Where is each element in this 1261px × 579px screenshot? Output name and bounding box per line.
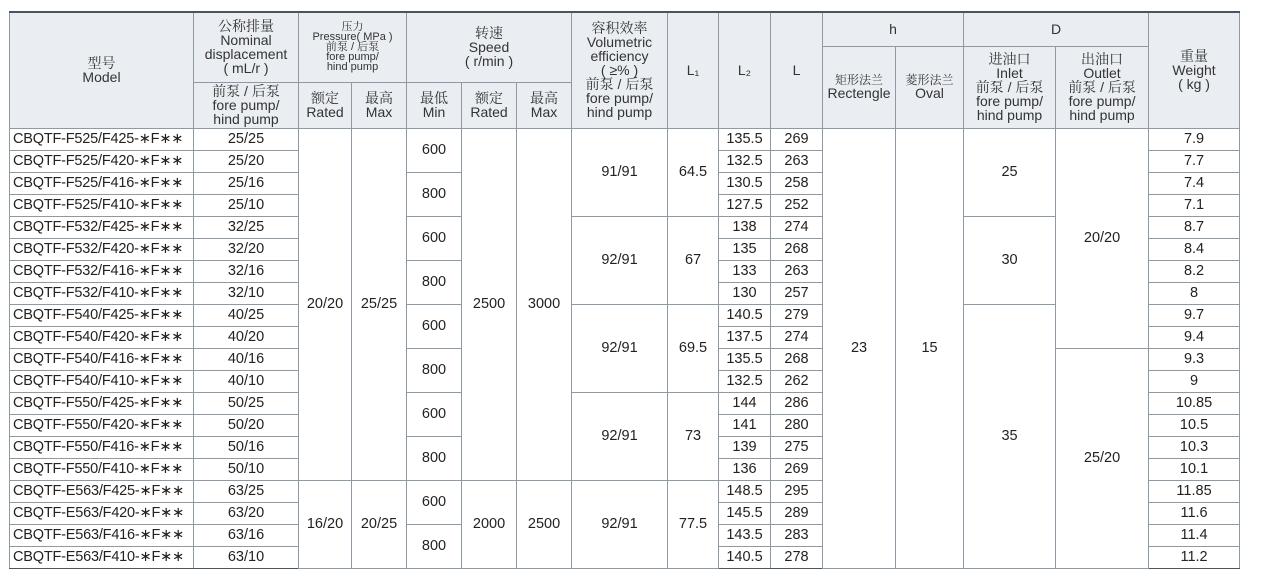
header-pressure-rated-en: Rated bbox=[306, 104, 344, 120]
l1-cell: 69.5 bbox=[668, 304, 719, 392]
speed-min-cell: 800 bbox=[407, 436, 462, 480]
header-h-oval-en: Oval bbox=[915, 84, 944, 101]
header-h-oval-cn: 菱形法兰 bbox=[905, 72, 954, 87]
displacement-cell: 25/10 bbox=[194, 194, 299, 216]
spec-table-body bbox=[10, 128, 1240, 568]
speed-min-cell: 600 bbox=[407, 304, 462, 348]
header-efficiency-sub-en2: hind pump bbox=[586, 104, 653, 121]
header-efficiency-sub-cn: 前泵 / 后泵 bbox=[585, 76, 654, 93]
l-cell: 279 bbox=[771, 304, 823, 326]
weight-cell: 9.3 bbox=[1149, 348, 1240, 370]
speed-min-cell: 800 bbox=[407, 524, 462, 568]
header-displacement-sub-en2: hind pump bbox=[213, 111, 279, 127]
l2-cell: 143.5 bbox=[719, 524, 771, 546]
header-d-inlet-sub-en2: hind pump bbox=[976, 107, 1043, 123]
l-cell: 280 bbox=[771, 414, 823, 436]
speed-max-cell: 2500 bbox=[517, 480, 572, 568]
spec-table-container bbox=[9, 11, 1239, 569]
table-row bbox=[10, 304, 1240, 326]
model-cell: CBQTF-F540/F416-∗F∗∗ bbox=[10, 348, 194, 370]
model-cell: CBQTF-F532/F425-∗F∗∗ bbox=[10, 216, 194, 238]
header-pressure-sub-en2: hind pump bbox=[326, 61, 379, 74]
weight-cell: 8 bbox=[1149, 282, 1240, 304]
speed-min-cell: 600 bbox=[407, 216, 462, 260]
header-d-inlet-sub-en1: fore pump/ bbox=[976, 93, 1043, 109]
header-displacement-en1: Nominal bbox=[220, 32, 272, 49]
l-cell: 268 bbox=[771, 348, 823, 370]
model-cell: CBQTF-F540/F425-∗F∗∗ bbox=[10, 304, 194, 326]
l2-cell: 145.5 bbox=[719, 502, 771, 524]
l2-cell: 132.5 bbox=[719, 150, 771, 172]
displacement-cell: 32/25 bbox=[194, 216, 299, 238]
l1-cell: 64.5 bbox=[668, 128, 719, 216]
displacement-cell: 50/20 bbox=[194, 414, 299, 436]
l1-cell: 73 bbox=[668, 392, 719, 480]
weight-cell: 10.1 bbox=[1149, 458, 1240, 480]
model-cell: CBQTF-F525/F416-∗F∗∗ bbox=[10, 172, 194, 194]
model-cell: CBQTF-E563/F410-∗F∗∗ bbox=[10, 546, 194, 568]
header-d-outlet bbox=[1056, 46, 1149, 128]
speed-min-cell: 600 bbox=[407, 392, 462, 436]
header-d-inlet-cn: 进油口 bbox=[988, 51, 1031, 67]
weight-cell: 9 bbox=[1149, 370, 1240, 392]
header-pressure bbox=[299, 12, 407, 82]
efficiency-cell: 92/91 bbox=[572, 216, 668, 304]
model-cell: CBQTF-E563/F425-∗F∗∗ bbox=[10, 480, 194, 502]
header-d-outlet-sub-cn: 前泵 / 后泵 bbox=[1068, 79, 1136, 95]
header-speed-min-en: Min bbox=[422, 104, 446, 120]
speed-min-cell: 800 bbox=[407, 348, 462, 392]
displacement-cell: 50/10 bbox=[194, 458, 299, 480]
header-weight-en: Weight bbox=[1172, 62, 1216, 79]
displacement-cell: 25/16 bbox=[194, 172, 299, 194]
model-cell: CBQTF-F550/F425-∗F∗∗ bbox=[10, 392, 194, 414]
l2-cell: 135.5 bbox=[719, 348, 771, 370]
header-pressure-max bbox=[352, 82, 407, 128]
l2-cell: 127.5 bbox=[719, 194, 771, 216]
l-cell: 274 bbox=[771, 326, 823, 348]
header-speed-max-en: Max bbox=[530, 104, 558, 120]
l2-cell: 132.5 bbox=[719, 370, 771, 392]
header-displacement-unit: ( mL/r ) bbox=[223, 60, 269, 77]
displacement-cell: 40/10 bbox=[194, 370, 299, 392]
header-h-oval bbox=[896, 46, 964, 128]
displacement-cell: 63/16 bbox=[194, 524, 299, 546]
header-h-rect-cn: 矩形法兰 bbox=[835, 72, 884, 87]
displacement-cell: 63/25 bbox=[194, 480, 299, 502]
header-d-inlet-en: Inlet bbox=[996, 65, 1023, 81]
header-efficiency-en1: Volumetric bbox=[586, 34, 653, 51]
header-displacement-cn: 公称排量 bbox=[218, 18, 274, 35]
weight-cell: 7.7 bbox=[1149, 150, 1240, 172]
speed-rated-cell: 2500 bbox=[462, 128, 517, 480]
model-cell: CBQTF-E563/F416-∗F∗∗ bbox=[10, 524, 194, 546]
h-rect-cell: 23 bbox=[823, 128, 896, 568]
efficiency-cell: 92/91 bbox=[572, 304, 668, 392]
l2-cell: 148.5 bbox=[719, 480, 771, 502]
header-speed-max bbox=[517, 82, 572, 128]
displacement-cell: 63/20 bbox=[194, 502, 299, 524]
header-speed-min bbox=[407, 82, 462, 128]
header-d-outlet-sub-en2: hind pump bbox=[1069, 107, 1135, 123]
header-pressure-sub-en1: fore pump/ bbox=[326, 51, 379, 64]
speed-min-cell: 800 bbox=[407, 260, 462, 304]
header-speed-rated bbox=[462, 82, 517, 128]
header-d-inlet-sub-cn: 前泵 / 后泵 bbox=[975, 79, 1044, 95]
header-speed-rated-en: Rated bbox=[470, 104, 508, 120]
displacement-cell: 25/25 bbox=[194, 128, 299, 150]
l-cell: 252 bbox=[771, 194, 823, 216]
weight-cell: 10.85 bbox=[1149, 392, 1240, 414]
l2-cell: 135.5 bbox=[719, 128, 771, 150]
displacement-cell: 40/25 bbox=[194, 304, 299, 326]
efficiency-cell: 92/91 bbox=[572, 480, 668, 568]
model-cell: CBQTF-F532/F420-∗F∗∗ bbox=[10, 238, 194, 260]
l2-cell: 140.5 bbox=[719, 304, 771, 326]
displacement-cell: 40/20 bbox=[194, 326, 299, 348]
header-model-cn: 型号 bbox=[87, 55, 116, 72]
l-cell: 269 bbox=[771, 128, 823, 150]
model-cell: CBQTF-F525/F425-∗F∗∗ bbox=[10, 128, 194, 150]
l2-cell: 130 bbox=[719, 282, 771, 304]
header-speed-rated-cn: 额定 bbox=[475, 90, 504, 106]
l2-cell: 137.5 bbox=[719, 326, 771, 348]
model-cell: CBQTF-F540/F420-∗F∗∗ bbox=[10, 326, 194, 348]
l2-cell: 141 bbox=[719, 414, 771, 436]
header-speed-max-cn: 最高 bbox=[530, 90, 559, 106]
outlet-cell: 20/20 bbox=[1056, 128, 1149, 348]
l2-cell: 136 bbox=[719, 458, 771, 480]
header-pressure-max-cn: 最高 bbox=[365, 90, 393, 106]
l-cell: 258 bbox=[771, 172, 823, 194]
header-displacement-sub-cn: 前泵 / 后泵 bbox=[212, 83, 280, 99]
header-d-outlet-sub-en1: fore pump/ bbox=[1068, 93, 1136, 109]
speed-min-cell: 800 bbox=[407, 172, 462, 216]
pressure-rated-cell: 16/20 bbox=[299, 480, 352, 568]
pressure-max-cell: 20/25 bbox=[352, 480, 407, 568]
l2-cell: 144 bbox=[719, 392, 771, 414]
l-cell: 263 bbox=[771, 260, 823, 282]
h-oval-cell: 15 bbox=[896, 128, 964, 568]
weight-cell: 8.4 bbox=[1149, 238, 1240, 260]
model-cell: CBQTF-F550/F420-∗F∗∗ bbox=[10, 414, 194, 436]
model-cell: CBQTF-F550/F410-∗F∗∗ bbox=[10, 458, 194, 480]
displacement-cell: 50/25 bbox=[194, 392, 299, 414]
speed-min-cell: 600 bbox=[407, 128, 462, 172]
header-d: D bbox=[964, 12, 1149, 46]
weight-cell: 9.7 bbox=[1149, 304, 1240, 326]
l-cell: 295 bbox=[771, 480, 823, 502]
header-pressure-rated-cn: 额定 bbox=[311, 90, 339, 106]
model-cell: CBQTF-E563/F420-∗F∗∗ bbox=[10, 502, 194, 524]
displacement-cell: 32/20 bbox=[194, 238, 299, 260]
table-row bbox=[10, 128, 1240, 150]
weight-cell: 11.6 bbox=[1149, 502, 1240, 524]
inlet-cell: 30 bbox=[964, 216, 1056, 304]
model-cell: CBQTF-F550/F416-∗F∗∗ bbox=[10, 436, 194, 458]
l2-cell: 139 bbox=[719, 436, 771, 458]
l-cell: 289 bbox=[771, 502, 823, 524]
pump-spec-table bbox=[9, 11, 1240, 569]
header-h-rect-en: Rectengle bbox=[827, 84, 891, 101]
weight-cell: 8.2 bbox=[1149, 260, 1240, 282]
efficiency-cell: 92/91 bbox=[572, 392, 668, 480]
weight-cell: 10.5 bbox=[1149, 414, 1240, 436]
l-cell: 286 bbox=[771, 392, 823, 414]
header-speed-cn: 转速 bbox=[475, 25, 504, 42]
header-pressure-cn: 压力 bbox=[341, 21, 364, 34]
header-displacement-sub-en1: fore pump/ bbox=[212, 97, 280, 113]
header-displacement bbox=[194, 12, 299, 82]
l2-cell: 135 bbox=[719, 238, 771, 260]
efficiency-cell: 91/91 bbox=[572, 128, 668, 216]
header-efficiency-en2: efficiency bbox=[590, 48, 649, 65]
table-row bbox=[10, 216, 1240, 238]
header-h: h bbox=[823, 12, 964, 46]
header-h-rect bbox=[823, 46, 896, 128]
pressure-rated-cell: 20/20 bbox=[299, 128, 352, 480]
inlet-cell: 25 bbox=[964, 128, 1056, 216]
weight-cell: 11.85 bbox=[1149, 480, 1240, 502]
displacement-cell: 32/16 bbox=[194, 260, 299, 282]
l-cell: 283 bbox=[771, 524, 823, 546]
header-speed-min-cn: 最低 bbox=[420, 90, 449, 106]
l-cell: 257 bbox=[771, 282, 823, 304]
model-cell: CBQTF-F532/F410-∗F∗∗ bbox=[10, 282, 194, 304]
header-speed-en: Speed bbox=[468, 39, 510, 56]
header-pressure-max-en: Max bbox=[365, 104, 393, 120]
weight-cell: 11.2 bbox=[1149, 546, 1240, 568]
l1-cell: 67 bbox=[668, 216, 719, 304]
weight-cell: 9.4 bbox=[1149, 326, 1240, 348]
outlet-cell: 25/20 bbox=[1056, 348, 1149, 568]
header-displacement-sub bbox=[194, 82, 299, 128]
displacement-cell: 32/10 bbox=[194, 282, 299, 304]
header-pressure-sub-cn: 前泵 / 后泵 bbox=[325, 41, 380, 54]
l-cell: 262 bbox=[771, 370, 823, 392]
weight-cell: 8.7 bbox=[1149, 216, 1240, 238]
l-cell: 263 bbox=[771, 150, 823, 172]
l2-cell: 130.5 bbox=[719, 172, 771, 194]
l-cell: 269 bbox=[771, 458, 823, 480]
displacement-cell: 63/10 bbox=[194, 546, 299, 568]
speed-min-cell: 600 bbox=[407, 480, 462, 524]
weight-cell: 7.9 bbox=[1149, 128, 1240, 150]
l2-cell: 133 bbox=[719, 260, 771, 282]
l1-cell: 77.5 bbox=[668, 480, 719, 568]
header-model bbox=[10, 12, 194, 128]
speed-rated-cell: 2000 bbox=[462, 480, 517, 568]
header-efficiency-cn: 容积效率 bbox=[591, 20, 648, 37]
weight-cell: 7.1 bbox=[1149, 194, 1240, 216]
inlet-cell: 35 bbox=[964, 304, 1056, 568]
header-weight-unit: ( kg ) bbox=[1178, 76, 1210, 93]
l-cell: 274 bbox=[771, 216, 823, 238]
l-cell: 275 bbox=[771, 436, 823, 458]
displacement-cell: 50/16 bbox=[194, 436, 299, 458]
header-efficiency-unit: ( ≥% ) bbox=[600, 62, 639, 79]
l-cell: 268 bbox=[771, 238, 823, 260]
header-efficiency-sub-en1: fore pump/ bbox=[586, 90, 653, 107]
header-weight bbox=[1149, 12, 1240, 128]
model-cell: CBQTF-F540/F410-∗F∗∗ bbox=[10, 370, 194, 392]
weight-cell: 7.4 bbox=[1149, 172, 1240, 194]
header-displacement-en2: displacement bbox=[204, 46, 288, 63]
header-l: L bbox=[771, 12, 823, 128]
model-cell: CBQTF-F525/F410-∗F∗∗ bbox=[10, 194, 194, 216]
header-l1: L₁ bbox=[668, 12, 719, 128]
header-pressure-en: Pressure( MPa ) bbox=[312, 31, 393, 44]
l-cell: 278 bbox=[771, 546, 823, 568]
model-cell: CBQTF-F525/F420-∗F∗∗ bbox=[10, 150, 194, 172]
displacement-cell: 40/16 bbox=[194, 348, 299, 370]
model-cell: CBQTF-F532/F416-∗F∗∗ bbox=[10, 260, 194, 282]
header-weight-cn: 重量 bbox=[1180, 48, 1209, 65]
header-speed-unit: ( r/min ) bbox=[464, 53, 514, 70]
weight-cell: 10.3 bbox=[1149, 436, 1240, 458]
header-d-outlet-cn: 出油口 bbox=[1081, 51, 1124, 67]
header-pressure-rated bbox=[299, 82, 352, 128]
header-speed bbox=[407, 12, 572, 82]
header-efficiency bbox=[572, 12, 668, 128]
l2-cell: 138 bbox=[719, 216, 771, 238]
l2-cell: 140.5 bbox=[719, 546, 771, 568]
displacement-cell: 25/20 bbox=[194, 150, 299, 172]
weight-cell: 11.4 bbox=[1149, 524, 1240, 546]
header-model-en: Model bbox=[82, 69, 121, 86]
header-d-outlet-en: Outlet bbox=[1083, 65, 1121, 81]
header-l2: L₂ bbox=[719, 12, 771, 128]
pressure-max-cell: 25/25 bbox=[352, 128, 407, 480]
speed-max-cell: 3000 bbox=[517, 128, 572, 480]
header-d-inlet bbox=[964, 46, 1056, 128]
